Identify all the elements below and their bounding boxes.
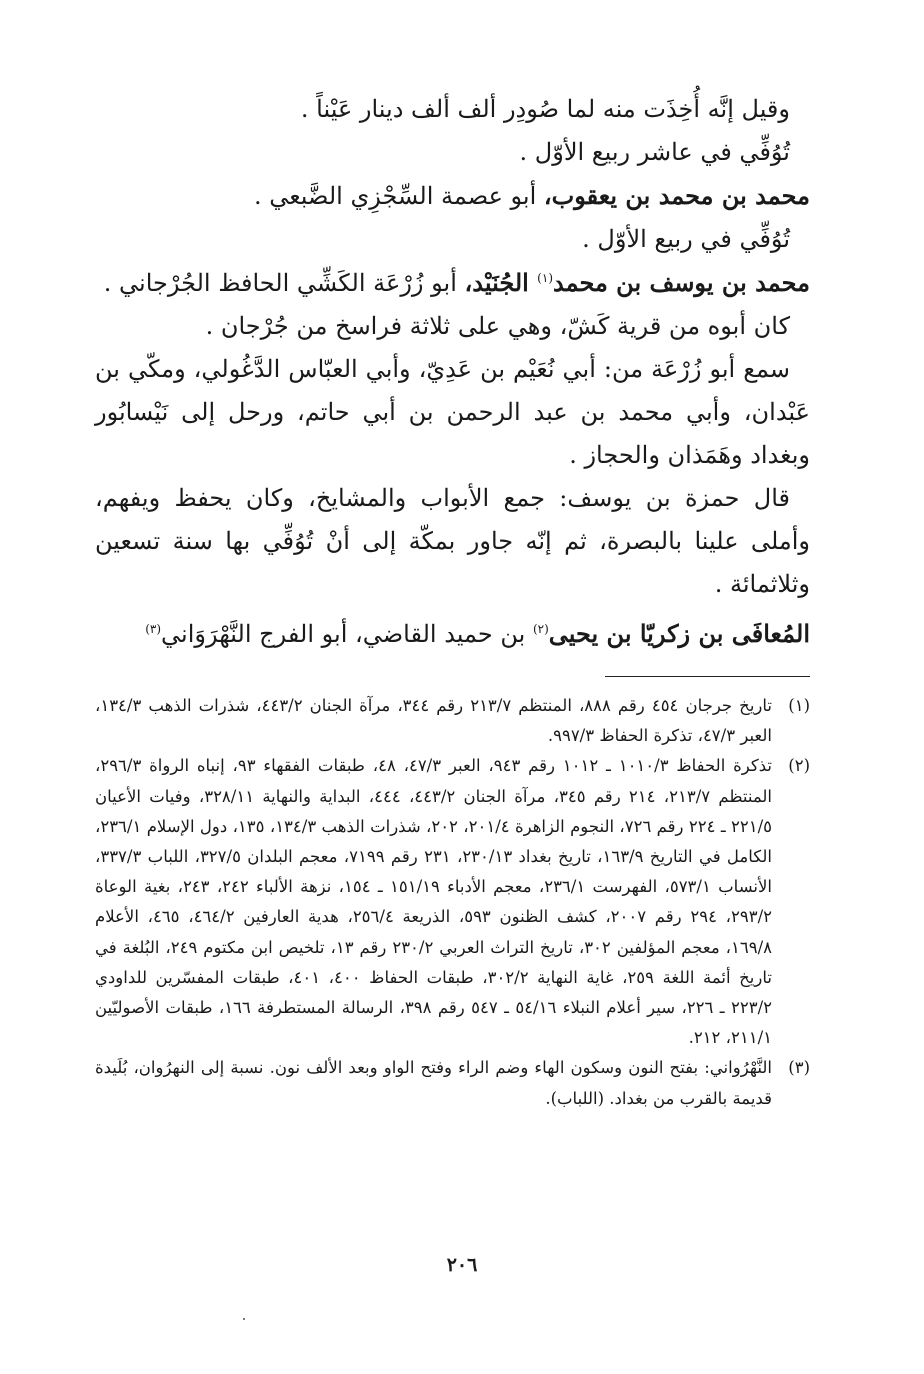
page-body	[95, 88, 810, 1114]
entry-heading	[95, 612, 810, 656]
text-line: تُوُفِّي في عاشر ربيع الأوّل .	[519, 138, 790, 166]
entry-kunya: أبو عصمة السِّجْزِي الضَّبعي .	[253, 182, 544, 210]
footnote-text: النَّهْرُواني: بفتح النون وسكون الهاء وضم الراء وفتح الواو وبعد الألف نون. نسبة إلى النهرُوان، بُلَيدة قديمة بالقرب من بغداد. (اللباب).	[95, 1058, 772, 1108]
entry-kunya: أبو زُرْعَة الكَشِّي الحافظ الجُرْجاني .	[103, 269, 465, 297]
footnote	[95, 691, 810, 751]
footnote-text: تاريخ جرجان ٤٥٤ رقم ٨٨٨، المنتظم ٢١٣/٧ رقم ٣٤٤، مرآة الجنان ٤٤٣/٢، شذرات الذهب ١٣٤/٣، العبر ٤٧/٣، تذكرة الحفاظ ٩٩٧/٣.	[95, 696, 773, 746]
text-line: سمع أبو زُرْعَة من: أبي نُعَيْم بن عَدِيّ، وأبي العبّاس الدَّغُولي، ومكّي بن عَبْدان، وأبي محمد بن عبد الرحمن بن أبي حاتم، ورحل إلى نَيْسابُور وبغداد وهَمَذان والحجاز .	[95, 355, 810, 469]
paragraph	[95, 305, 810, 348]
paragraph	[95, 348, 810, 477]
footnote	[95, 1053, 810, 1113]
text-line: كان أبوه من قرية كَشّ، وهي على ثلاثة فراسخ من جُرْجان .	[205, 312, 790, 340]
footnote-number: (٣)	[788, 1058, 810, 1078]
text-line: قال حمزة بن يوسف: جمع الأبواب والمشايخ، وكان يحفظ ويفهم، وأملى علينا بالبصرة، ثم إنّه جاور بمكّة إلى أنْ تُوُفِّي بها سنة تسعين وثلاثمائة .	[95, 484, 810, 598]
scan-speck	[243, 1318, 245, 1320]
entry-name: المُعافَى بن زكريّا بن يحيى	[548, 619, 810, 648]
text-line: وقيل إنَّه أُخِذَت منه لما صُودِر ألف ألف دينار عَيْناً .	[300, 95, 790, 123]
entry-name: محمد بن محمد بن يعقوب،	[543, 181, 810, 210]
main-text	[95, 88, 810, 656]
footnotes	[95, 691, 810, 1114]
footnote-separator	[605, 676, 810, 677]
entry-heading	[95, 174, 810, 218]
page-number: ٢٠٦	[446, 1254, 478, 1276]
footnote-ref: (٣)	[145, 622, 162, 636]
entry-name: محمد بن يوسف بن محمد	[553, 268, 810, 297]
paragraph	[95, 88, 810, 131]
footnote-number: (٢)	[788, 756, 810, 776]
footnote-ref: (٢)	[532, 622, 549, 636]
footnote	[95, 751, 810, 1053]
entry-heading	[95, 261, 810, 305]
footnote-text: تذكرة الحفاظ ١٠١٠/٣ ـ ١٠١٢ رقم ٩٤٣، العبر ٤٧/٣، ٤٨، طبقات الفقهاء ٩٣، إنباه الرواة ٢٩٦/٣، المنتظم ٢١٣/٧، ٢١٤ رقم ٣٤٥، مرآة الجنان ٤٤٣/٢، ٤٤٤، البداية والنهاية ٣٢٨/١١، وفيات الأعيان ٢٢١/٥ ـ ٢٢٤ رقم ٧٢٦، النجوم الزاهرة ٢٠١/٤، ٢٠٢، شذرات الذهب ١٣٤/٣، ١٣٥، دول الإسلام ٢٣٦/١، الكامل في التاريخ ١٦٣/٩، تاريخ بغداد ٢٣٠/١٣، ٢٣١ رقم ٧١٩٩، معجم البلدان ٣٢٧/٥، اللباب ٣٣٧/٣، الأنساب ٥٧٣/١، الفهرست ٢٣٦/١، معجم الأدباء ١٥١/١٩ ـ ١٥٤، نزهة الألباء ٢٤٢، ٢٤٣، بغية الوعاة ٢٩٣/٢، ٢٩٤ رقم ٢٠٠٧، كشف الظنون ٥٩٣، الذريعة ٢٥٦/٤، هدية العارفين ٤٦٤/٢، ٤٦٥، الأعلام ١٦٩/٨، معجم المؤلفين ٣٠٢، تاريخ التراث العربي ٢٣٠/٢ رقم ١٣، تلخيص ابن مكتوم ٢٤٩، البُلغة في تاريخ أئمة اللغة ٢٥٩، غاية النهاية ٣٠٢/٢، طبقات الحفاظ ٤٠٠، ٤٠١، طبقات المفسّرين للداودي ٢٢٣/٢ ـ ٢٢٦، سير أعلام النبلاء ٥٤/١٦ ـ ٥٤٧ رقم ٣٩٨، الرسالة المستطرفة ١٦٦، طبقات الأصوليّين ٢١١/١، ٢١٢.	[95, 756, 773, 1048]
entry-name-2: الجُنَيْد،	[464, 268, 538, 297]
footnote-number: (١)	[788, 696, 810, 715]
footnote-ref: (١)	[537, 271, 553, 285]
entry-kunya: بن حميد القاضي، أبو الفرج النَّهْرَوَاني	[161, 620, 533, 648]
paragraph	[95, 218, 810, 261]
paragraph	[95, 131, 810, 174]
paragraph	[95, 477, 810, 606]
text-line: تُوُفِّي في ربيع الأوّل .	[582, 225, 790, 253]
